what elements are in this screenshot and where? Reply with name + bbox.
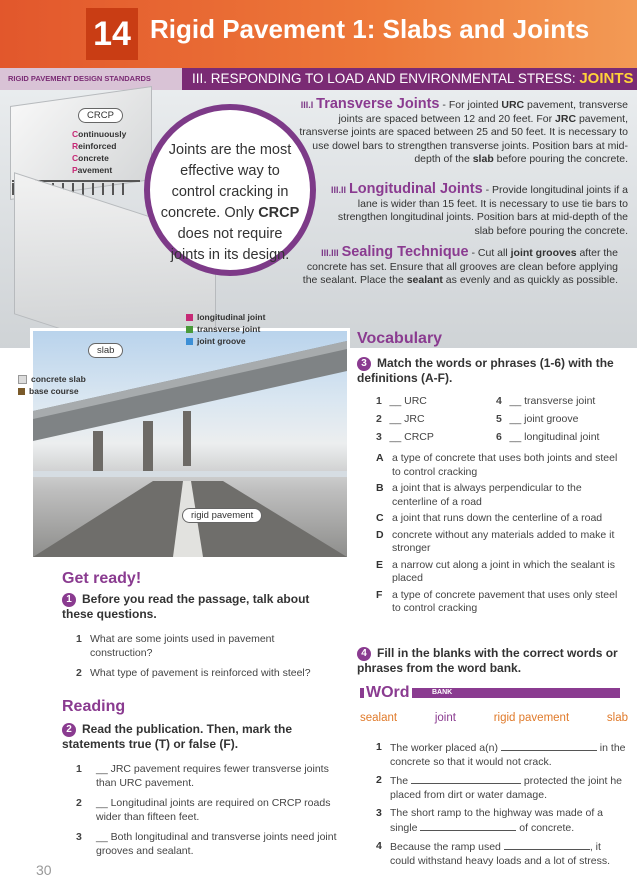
highway-photo xyxy=(30,328,350,560)
rigid-pavement-tag: rigid pavement xyxy=(182,508,262,523)
vocabulary-heading: Vocabulary xyxy=(357,330,443,347)
longitudinal-joints-heading: Longitudinal Joints xyxy=(348,181,483,197)
word-bank-label: BANK xyxy=(432,689,453,696)
legend-item: longitudinal joint xyxy=(186,311,265,323)
base-swatch xyxy=(18,388,25,395)
match-terms xyxy=(376,392,616,446)
match-row: 1 __ URC 4 __ transverse joint xyxy=(376,395,596,407)
fill-item: 4 Because the ramp used , it could withstand heavy loads and a lot of stress. xyxy=(376,840,611,867)
definition-item: B a joint that is always perpendicular to the centerline of a road xyxy=(376,482,582,508)
crcp-word-1: ontinuously xyxy=(78,129,127,139)
roman-numeral: III.II xyxy=(331,185,347,195)
get-ready-items xyxy=(76,632,338,680)
transverse-swatch xyxy=(186,326,193,333)
section-title-prefix: III. RESPONDING TO LOAD AND ENVIRONMENTAL STRESS: xyxy=(192,71,576,86)
answer-blank[interactable] xyxy=(420,820,516,831)
match-row: 2 __ JRC 5 __ joint groove xyxy=(376,413,579,425)
section-title xyxy=(192,70,634,87)
sealing-technique-heading: Sealing Technique xyxy=(341,244,469,260)
question-number: 1 xyxy=(62,593,76,607)
list-item: 2 __ Longitudinal joints are required on CRCP roads wider than fifteen feet. xyxy=(76,797,331,823)
definition-item: A a type of concrete that uses both joints and steel to control cracking xyxy=(376,452,618,478)
crcp-acronym-expansion: Continuously Reinforced Concrete Pavement xyxy=(72,129,127,175)
crcp-word-3: oncrete xyxy=(78,153,109,163)
joint-legend xyxy=(186,311,265,347)
crcp-tag: CRCP xyxy=(78,108,123,123)
question-number: 2 xyxy=(62,723,76,737)
fill-item: 2 The protected the joint he placed from dirt or water damage. xyxy=(376,774,623,801)
legend-item: transverse joint xyxy=(186,323,265,335)
slab-tag: slab xyxy=(88,343,123,358)
roman-numeral: III.III xyxy=(321,248,339,258)
longitudinal-joints-text: III.II Longitudinal Joints - Provide longitudinal joints if a lane is wider than 15 feet. It is necessary to use tie bars to strengthen longitudinal joints. Position bars at mid-depth of the slab before pouring the concrete. xyxy=(331,181,628,237)
crcp-word-4: avement xyxy=(77,165,113,175)
word-bank-words xyxy=(360,712,628,724)
reading-heading: Reading xyxy=(62,698,126,715)
definition-item: E a narrow cut along a joint in which the sealant is placed xyxy=(376,558,615,584)
groove-swatch xyxy=(186,338,193,345)
unit-title: Rigid Pavement 1: Slabs and Joints xyxy=(150,14,590,44)
list-item: 1 __ JRC pavement requires fewer transverse joints than URC pavement. xyxy=(76,763,329,789)
callout-text: Joints are the most effective way to control cracking in concrete. Only CRCP does not require joints in its design. xyxy=(160,142,300,263)
answer-blank[interactable] xyxy=(501,740,597,751)
design-standards-label: RIGID PAVEMENT DESIGN STANDARDS xyxy=(8,74,151,83)
legend-item: base course xyxy=(18,385,86,397)
section-title-highlight: JOINTS xyxy=(579,70,634,87)
word-bank-word: rigid pavement xyxy=(493,712,570,724)
fill-item: 3 The short ramp to the highway was made of a single of concrete. xyxy=(376,807,604,834)
question-1: 1 Before you read the passage, talk about these questions. xyxy=(62,592,310,621)
reading-items xyxy=(76,762,338,858)
crcp-word-2: einforced xyxy=(78,141,117,151)
fill-item: 1 The worker placed a(n) in the concrete so that it would not crack. xyxy=(376,741,626,768)
roman-numeral: III.I xyxy=(300,100,314,110)
list-item: 1 What are some joints used in pavement construction? xyxy=(76,633,275,659)
definition-item: F a type of concrete pavement that uses only steel to control cracking xyxy=(376,588,618,614)
transverse-joints-text: III.I Transverse Joints - For jointed URC pavement, transverse joints are spaced between 12 and 20 feet. For JRC pavement, transverse joints are spaced between 25 and 50 feet. It is necessary to use dowel bars to strengthen transverse joints. Position bars at mid-depth of the slab before pouring the concrete. xyxy=(299,96,628,165)
word-bank-word: joint xyxy=(434,712,456,724)
get-ready-heading: Get ready! xyxy=(62,570,142,587)
page-number: 30 xyxy=(36,862,52,878)
fill-in-items xyxy=(376,740,626,872)
slab-swatch xyxy=(18,375,27,384)
definition-item: D concrete without any materials added to make it stronger xyxy=(376,528,615,554)
word-bank-word: slab xyxy=(606,712,628,724)
sealing-technique-text: III.III Sealing Technique - Cut all joint grooves after the concrete has set. Ensure that all grooves are clean before applying the sealant. Place the sealant as evenly and as quickly as possible. xyxy=(302,244,618,286)
answer-blank[interactable] xyxy=(411,773,521,784)
legend-item: concrete slab xyxy=(18,373,86,385)
longitudinal-swatch xyxy=(186,314,193,321)
question-2: 2 Read the publication. Then, mark the statements true (T) or false (F). xyxy=(62,722,293,751)
unit-number: 14 xyxy=(86,8,138,60)
legend-item: joint groove xyxy=(186,335,265,347)
definitions xyxy=(376,452,626,619)
word-bank-logo: WOrd xyxy=(366,684,410,701)
question-number: 4 xyxy=(357,647,371,661)
word-bank-word: sealant xyxy=(360,712,398,724)
definition-item: C a joint that runs down the centerline of a road xyxy=(376,512,603,524)
match-row: 3 __ CRCP 6 __ longitudinal joint xyxy=(376,431,600,443)
transverse-joints-heading: Transverse Joints xyxy=(316,96,440,112)
layer-legend xyxy=(18,373,86,397)
list-item: 2 What type of pavement is reinforced with steel? xyxy=(76,667,311,679)
question-number: 3 xyxy=(357,357,371,371)
bridge-road-drawing xyxy=(33,331,347,557)
question-4: 4 Fill in the blanks with the correct words or phrases from the word bank. xyxy=(357,646,618,675)
answer-blank[interactable] xyxy=(504,839,590,850)
question-3: 3 Match the words or phrases (1-6) with the definitions (A-F). xyxy=(357,356,614,385)
list-item: 3 __ Both longitudinal and transverse joints need joint grooves and sealant. xyxy=(76,831,337,857)
